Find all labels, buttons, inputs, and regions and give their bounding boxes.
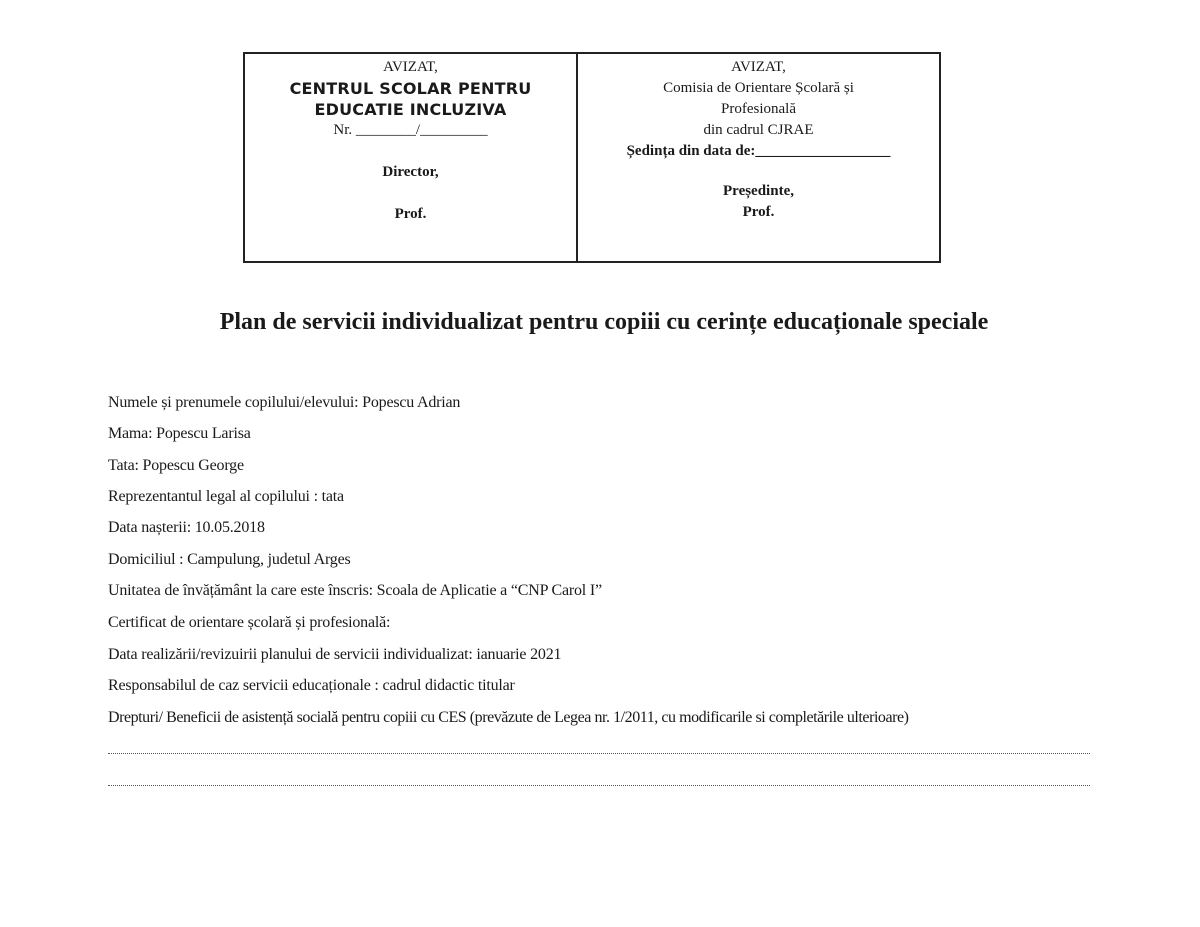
institution-name-line1: CENTRUL SCOLAR PENTRU [289, 79, 532, 98]
field-plan-date: Data realizării/revizuirii planului de servicii individualizat: ianuarie 2021 [108, 646, 562, 663]
avizat-label-right: AVIZAT, [731, 59, 786, 75]
field-domicile: Domiciliul : Campulung, judetul Arges [108, 551, 351, 568]
commission-approval-cell [578, 54, 939, 261]
director-prof-label: Prof. [394, 206, 427, 222]
session-date-line: Ședința din data de:__________________ [626, 143, 891, 159]
field-birth-date: Data nașterii: 10.05.2018 [108, 519, 265, 536]
field-case-manager: Responsabilul de caz servicii educaționale : cadrul didactic titular [108, 677, 515, 694]
commission-name-line1: Comisia de Orientare Școlară și [663, 80, 854, 96]
field-child-name: Numele și prenumele copilului/elevului: Popescu Adrian [108, 394, 461, 411]
dotted-fill-line [108, 752, 1090, 754]
institution-name-line2: EDUCATIE INCLUZIVA [314, 100, 507, 119]
president-prof-label: Prof. [742, 204, 775, 220]
avizat-label-left: AVIZAT, [383, 59, 438, 75]
document-title: Plan de servicii individualizat pentru copiii cu cerințe educaționale speciale [219, 309, 989, 335]
field-legal-representative: Reprezentantul legal al copilului : tata [108, 488, 344, 505]
field-school-unit: Unitatea de învățământ la care este înscris: Scoala de Aplicatie a “CNP Carol I” [108, 582, 602, 599]
field-social-rights: Drepturi/ Beneficii de asistență socială pentru copiii cu CES (prevăzute de Legea nr. 1/2011, cu modificarile si completările ulterioare) [108, 709, 909, 726]
dotted-fill-line [108, 784, 1090, 786]
president-label: Președinte, [723, 183, 794, 199]
field-father: Tata: Popescu George [108, 457, 244, 474]
registration-number: Nr. ________/_________ [333, 122, 488, 138]
commission-name-line2: Profesională [721, 101, 796, 117]
director-label: Director, [382, 164, 439, 180]
field-mother: Mama: Popescu Larisa [108, 425, 251, 442]
approval-header-table [243, 52, 941, 263]
field-orientation-certificate: Certificat de orientare școlară și profesională: [108, 614, 391, 631]
school-approval-cell [245, 54, 578, 261]
commission-name-line3: din cadrul CJRAE [703, 122, 814, 138]
